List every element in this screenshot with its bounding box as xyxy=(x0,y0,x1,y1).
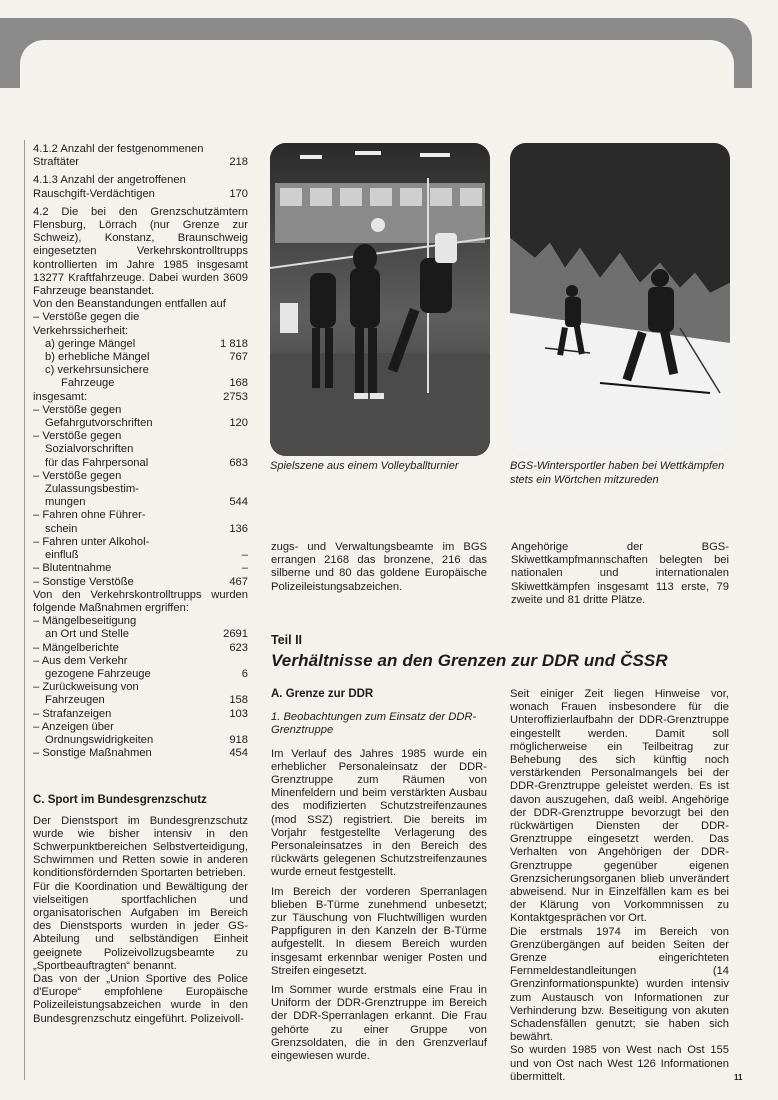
beanst-value xyxy=(214,536,248,549)
mid-upper-paragraph: zugs- und Verwaltungsbeamte im BGS errangen 2168 das bronzene, 216 das silberne und 80 das goldene Europäische Polizeileistungsabzeichen. xyxy=(271,541,487,593)
beanst-label: schein xyxy=(45,522,78,535)
massn-row xyxy=(33,734,248,747)
beanst-label: Fahrzeuge xyxy=(61,377,115,390)
s413-title: 4.1.3 Anzahl der angetroffenen xyxy=(33,174,186,187)
beanst-label: Zulassungsbestim- xyxy=(45,483,139,496)
beanst-label: – Sonstige Verstöße xyxy=(33,575,134,588)
beanst-row xyxy=(33,549,248,562)
beanst-label: einfluß xyxy=(45,549,79,562)
massnahmen-intro: Von den Verkehrskontrolltrupps wurden folgende Maßnahmen ergriffen: xyxy=(33,588,248,614)
left-column xyxy=(33,143,248,1026)
part-title: Verhältnisse an den Grenzen zur DDR und ČSSR xyxy=(271,651,668,670)
middle-paragraph-3: Im Sommer wurde erstmals eine Frau in Uniform der DDR-Grenztruppe im Bereich der DDR-Sperranlagen erkannt. Die Frau gehörte zu einer Gruppe von Grenzsoldaten, die in den Grenzverlauf eingewiesen wurde. xyxy=(271,984,487,1063)
beanst-value: – xyxy=(241,549,248,562)
middle-paragraph-1: Im Verlauf des Jahres 1985 wurde ein erheblicher Personaleinsatz der DDR-Grenztruppe zum Räumen von Minenfeldern und beim verstärkten Ausbau des modifizierten Schutzstreifenzaunes (mod SSZ) registriert. Die bereits im Vorjahr festgestellte Verlagerung des Personaleinsatzes in den Bereich des rückwärts gelegenen Schutzstreifenzaunes wurde erneut festgestellt. xyxy=(271,747,487,879)
beanst-value xyxy=(214,470,248,483)
beanst-row xyxy=(33,417,248,430)
massn-row xyxy=(33,628,248,641)
beanst-row xyxy=(33,523,248,536)
s412-row xyxy=(33,156,248,169)
right-paragraph-1: Seit einiger Zeit liegen Hinweise vor, wonach Frauen insbesondere für die Unteroffizierlaufbahn der DDR-Grenztruppe eingestellt werden. Damit soll möglicherweise ein Teilbeitrag zur Behebung des sich künftig noch verstärkenden Personalmangels bei der DDR-Grenztruppe geleistet werden. Es ist davon auszugehen, daß weibl. Angehörige der DDR-Grenztruppe bevorzugt bei den rückwärtigen Diensten der DDR-Grenztruppe eingesetzt werden. Das Verhalten von Angehörigen der DDR-Grenztruppe gegenüber eigenen Grenzsicherungsorganen blieb unverändert abweisend. Nur in Einzelfällen kam es bei der Klärung von Vorkommnissen zu Kontaktgesprächen vor Ort. xyxy=(510,688,729,925)
beanst-row xyxy=(33,391,248,404)
massn-label: – Strafanzeigen xyxy=(33,707,112,720)
beanst-row xyxy=(33,338,248,351)
beanst-value xyxy=(214,443,248,456)
beanstandungen-list xyxy=(33,311,248,588)
beanst-value xyxy=(214,404,248,417)
massn-value xyxy=(214,615,248,628)
volleyball-photo xyxy=(270,143,490,456)
beanst-label: insgesamt: xyxy=(33,390,88,403)
s413-label: Rauschgift-Verdächtigen xyxy=(33,187,155,200)
sport-heading: C. Sport im Bundesgrenzschutz xyxy=(33,794,207,807)
section-a-heading: A. Grenze zur DDR xyxy=(271,688,374,700)
massn-value: 158 xyxy=(229,694,248,707)
beanst-value xyxy=(214,509,248,522)
massn-value: 103 xyxy=(229,707,248,720)
beanst-value: 467 xyxy=(229,575,248,588)
s412-title: 4.1.2 Anzahl der festgenommenen xyxy=(33,143,204,155)
massn-label: Fahrzeugen xyxy=(45,694,105,707)
massn-value xyxy=(214,681,248,694)
sport-paragraph-2: Für die Koordination und Bewältigung der vielseitigen sportfachlichen und organisatorischen Aufgaben im Bereich des Dienstsports wurden in jeder GS-Abteilung und selbständigen Einheit geeignete Polizeivollzugsbeamte zu „Sportbeauftragten“ benannt. xyxy=(33,880,248,972)
massn-row xyxy=(33,655,248,668)
beanst-row xyxy=(33,536,248,549)
beanst-label: c) verkehrsunsichere xyxy=(45,364,149,377)
beanst-row xyxy=(33,377,248,390)
volleyball-photo-image xyxy=(270,143,490,456)
ski-photo xyxy=(510,143,730,456)
beanst-row xyxy=(33,562,248,575)
massn-value xyxy=(214,655,248,668)
massn-row xyxy=(33,668,248,681)
beanst-label: b) erhebliche Mängel xyxy=(45,351,150,364)
beanst-value xyxy=(214,311,248,337)
right-column xyxy=(510,688,729,1084)
beanst-row xyxy=(33,483,248,496)
beanst-value xyxy=(214,430,248,443)
massnahmen-list xyxy=(33,615,248,760)
beanst-label: mungen xyxy=(45,496,86,509)
beanst-label: Sozialvorschriften xyxy=(45,443,134,456)
beanst-row xyxy=(33,443,248,456)
beanst-value: – xyxy=(241,562,248,575)
beanst-value: 1 818 xyxy=(220,337,248,350)
beanst-value: 544 xyxy=(229,496,248,509)
beanst-value: 2753 xyxy=(223,390,248,403)
sport-paragraph-3: Das von der „Union Sportive des Police d'Europe“ empfohlene Europäische Polizeileistungsabzeichen wurde in den Bundesgrenzschutz eingeführt. Polizeivoll- xyxy=(33,972,248,1025)
s413-row xyxy=(33,188,248,201)
section-a1-subheading: 1. Beobachtungen zum Einsatz der DDR-Grenztruppe xyxy=(271,711,477,737)
massn-value: 918 xyxy=(229,733,248,746)
beanst-label: – Verstöße gegen xyxy=(33,403,122,416)
ski-caption: BGS-Wintersportler haben bei Wettkämpfen stets ein Wörtchen mitzureden xyxy=(510,460,725,486)
beanst-label: – Fahren unter Alkohol- xyxy=(33,535,150,548)
middle-paragraph-2: Im Bereich der vorderen Sperranlagen blieben B-Türme zunehmend unbesetzt; zur Täuschung von Fluchtwilligen wurden Pappfiguren in den Kanzeln der B-Türme aufgestellt. In diesem Bereich wurden insgesamt erkennbar weniger Posten und Streifen eingesetzt. xyxy=(271,885,487,977)
massn-value: 454 xyxy=(229,747,248,760)
beanst-value xyxy=(214,364,248,377)
right-paragraph-2: Die erstmals 1974 im Bereich von Grenzübergängen auf beiden Seiten der Grenze eingerichteten Fernmeldestandleitungen (14 Grenzinformationspunkte) wurden intensiv zum Austausch von Informationen zur Verhinderung bzw. Beseitigung von akuten Schadensfällen genutzt; sie haben sich bewährt. xyxy=(510,925,729,1044)
massn-row xyxy=(33,694,248,707)
beanst-value: 136 xyxy=(229,522,248,535)
beanst-value: 120 xyxy=(229,417,248,430)
page-header-inner xyxy=(20,40,734,100)
right-upper-paragraph: Angehörige der BGS-Skiwettkampfmannschaften belegten bei nationalen und internationalen Skiwettkämpfen insgesamt 113 erste, 79 zweite und 81 dritte Plätze. xyxy=(511,541,729,606)
massn-row xyxy=(33,615,248,628)
beanst-row xyxy=(33,364,248,377)
beanst-row xyxy=(33,351,248,364)
page-number: 11 xyxy=(734,1073,743,1082)
massn-row xyxy=(33,747,248,760)
ski-photo-image xyxy=(510,143,730,456)
massn-label: – Anzeigen über xyxy=(33,720,114,733)
beanst-label: – Fahren ohne Führer- xyxy=(33,509,146,522)
beanst-row xyxy=(33,509,248,522)
beanst-label: – Verstöße gegen xyxy=(33,430,122,443)
massn-value: 2691 xyxy=(223,628,248,641)
s412-label: Straftäter xyxy=(33,156,80,169)
massn-label: – Sonstige Maßnahmen xyxy=(33,747,152,760)
beanst-value: 683 xyxy=(229,456,248,469)
beanst-row xyxy=(33,496,248,509)
massn-value: 6 xyxy=(241,667,248,680)
beanst-row xyxy=(33,470,248,483)
s412-value: 218 xyxy=(229,156,248,169)
volleyball-caption: Spielszene aus einem Volleyballturnier xyxy=(270,460,459,472)
massn-label: – Zurückweisung von xyxy=(33,681,139,694)
s413-value: 170 xyxy=(229,187,248,200)
beanst-value xyxy=(214,483,248,496)
beanst-row xyxy=(33,404,248,417)
massn-label: an Ort und Stelle xyxy=(45,628,129,641)
beanst-label: für das Fahrpersonal xyxy=(45,456,149,469)
right-paragraph-3: So wurden 1985 von West nach Ost 155 und von Ost nach West 126 Informationen übermittelt. xyxy=(510,1044,729,1083)
middle-column xyxy=(271,688,487,1067)
beanst-label: Gefahrgutvorschriften xyxy=(45,417,153,430)
beanst-label: – Blutentnahme xyxy=(33,562,112,575)
massn-label: Ordnungswidrigkeiten xyxy=(45,733,154,746)
massn-label: – Aus dem Verkehr xyxy=(33,654,128,667)
beanst-row xyxy=(33,457,248,470)
left-margin-rule xyxy=(24,140,25,1080)
beanst-value: 168 xyxy=(229,377,248,390)
s42-paragraph: 4.2 Die bei den Grenzschutzämtern Flensburg, Lörrach (nur Grenze zur Schweiz), Konstanz, Braunschweig eingesetzten Verkehrskontrolltrupps kontrollierten im Jahre 1985 insgesamt 13277 Kraftfahrzeuge. Dabei wurden 3609 Fahrzeuge beanstandet. xyxy=(33,205,248,298)
massn-label: gezogene Fahrzeuge xyxy=(45,667,151,680)
massn-row xyxy=(33,708,248,721)
massn-label: – Mängelbeseitigung xyxy=(33,615,137,628)
massn-row xyxy=(33,681,248,694)
beanst-row xyxy=(33,576,248,589)
part-label: Teil II xyxy=(271,633,303,647)
right-upper-block xyxy=(511,541,729,611)
massn-value: 623 xyxy=(229,641,248,654)
beanst-label: – Verstöße gegen xyxy=(33,469,122,482)
massn-row xyxy=(33,721,248,734)
beanst-value: 767 xyxy=(229,351,248,364)
sport-paragraph-1: Der Dienstsport im Bundesgrenzschutz wurde wie bisher intensiv in den Schwerpunktbereichen Selbstverteidigung, Schwimmen und Retten sowie in anderen konditionsfördernden Sportarten betrieben. xyxy=(33,814,248,880)
massn-value xyxy=(214,721,248,734)
beanst-label: – Verstöße gegen die Verkehrssicherheit: xyxy=(33,311,140,337)
mid-upper-block xyxy=(271,541,487,598)
beanst-row xyxy=(33,311,248,337)
beanst-row xyxy=(33,430,248,443)
massn-row xyxy=(33,642,248,655)
massn-label: – Mängelberichte xyxy=(33,641,119,654)
beanstandungen-intro: Von den Beanstandungen entfallen auf xyxy=(33,298,226,311)
beanst-label: a) geringe Mängel xyxy=(45,337,136,350)
